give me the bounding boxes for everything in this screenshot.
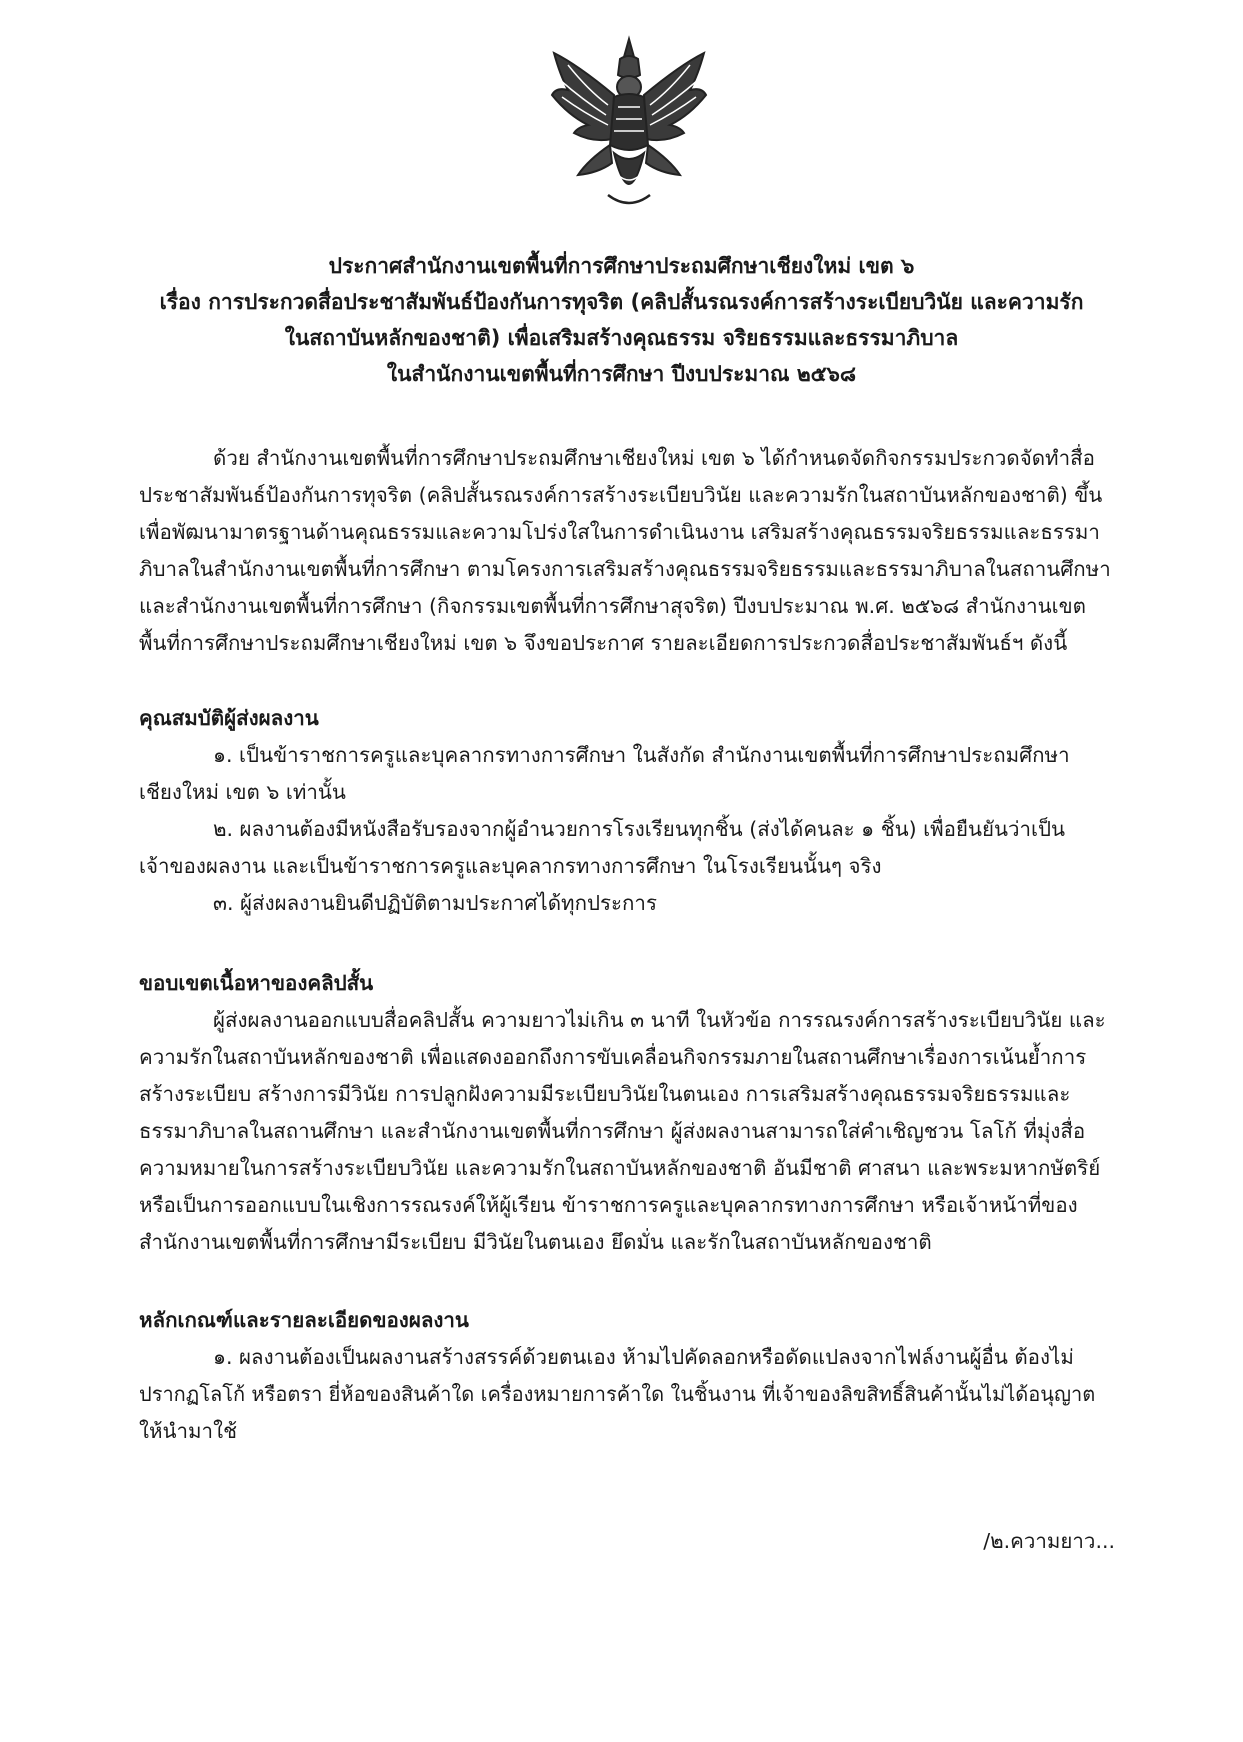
section-scope	[139, 965, 1111, 1261]
paragraph-line: ประชาสัมพันธ์ป้องกันการทุจริต (คลิปสั้นรณรงค์การสร้างระเบียบวินัย และความรักในสถาบันหลักของชาติ) ขึ้น	[139, 483, 1103, 507]
title-line: เรื่อง การประกวดสื่อประชาสัมพันธ์ป้องกันการทุจริต (คลิปสั้นรณรงค์การสร้างระเบียบวินัย และความรัก	[159, 290, 1084, 314]
list-item: ๑. ผลงานต้องเป็นผลงานสร้างสรรค์ด้วยตนเอง ห้ามไปคัดลอกหรือดัดแปลงจากไฟล์งานผู้อื่น ต้องไม่	[213, 1345, 1074, 1369]
title-line: ในสถาบันหลักของชาติ) เพื่อเสริมสร้างคุณธรรม จริยธรรมและธรรมาภิบาล	[284, 326, 959, 350]
list-item-continuation: ปรากฏโลโก้ หรือตรา ยี่ห้อของสินค้าใด เครื่องหมายการค้าใด ในชิ้นงาน ที่เจ้าของลิขสิทธิ์สินค้านั้นไม่ได้อนุญาต	[139, 1382, 1096, 1406]
section-heading: คุณสมบัติผู้ส่งผลงาน	[139, 706, 319, 730]
paragraph-line: สร้างระเบียบ สร้างการมีวินัย การปลูกฝังความมีระเบียบวินัยในตนเอง การเสริมสร้างคุณธรรมจริยธรรมและ	[139, 1082, 1071, 1106]
paragraph-line: ความหมายในการสร้างระเบียบวินัย และความรักในสถาบันหลักของชาติ อันมีชาติ ศาสนา และพระมหากษัตริย์	[139, 1156, 1101, 1180]
paragraph-line: ธรรมาภิบาลในสถานศึกษา และสำนักงานเขตพื้นที่การศึกษา ผู้ส่งผลงานสามารถใส่คำเชิญชวน โลโก้ ที่มุ่งสื่อ	[139, 1119, 1086, 1143]
paragraph-line: ภิบาลในสำนักงานเขตพื้นที่การศึกษา ตามโครงการเสริมสร้างคุณธรรมจริยธรรมและธรรมาภิบาลในสถานศึกษา	[139, 557, 1111, 581]
paragraph-line: ผู้ส่งผลงานออกแบบสื่อคลิปสั้น ความยาวไม่เกิน ๓ นาที ในหัวข้อ การรณรงค์การสร้างระเบียบวินัย และ	[213, 1008, 1106, 1032]
list-item-continuation: เชียงใหม่ เขต ๖ เท่านั้น	[139, 780, 346, 804]
paragraph-line: ความรักในสถาบันหลักของชาติ เพื่อแสดงออกถึงการขับเคลื่อนกิจกรรมภายในสถานศึกษาเรื่องการเน้นย้ำการ	[139, 1045, 1087, 1069]
intro-paragraph	[139, 440, 1111, 662]
list-item-continuation: ให้นำมาใช้	[139, 1419, 237, 1443]
page-continuation: /๒.ความยาว...	[983, 1529, 1115, 1553]
list-item: ๒. ผลงานต้องมีหนังสือรับรองจากผู้อำนวยการโรงเรียนทุกชิ้น (ส่งได้คนละ ๑ ชิ้น) เพื่อยืนยันว่าเป็น	[213, 817, 1066, 841]
paragraph-line: สำนักงานเขตพื้นที่การศึกษามีระเบียบ มีวินัยในตนเอง ยึดมั่น และรักในสถาบันหลักของชาติ	[139, 1230, 932, 1254]
section-heading: หลักเกณฑ์และรายละเอียดของผลงาน	[139, 1308, 469, 1332]
paragraph-line: และสำนักงานเขตพื้นที่การศึกษา (กิจกรรมเขตพื้นที่การศึกษาสุจริต) ปีงบประมาณ พ.ศ. ๒๕๖๘ สำนักงานเขต	[139, 594, 1086, 618]
announcement-title	[120, 248, 1123, 392]
paragraph-line: หรือเป็นการออกแบบในเชิงการรณรงค์ให้ผู้เรียน ข้าราชการครูและบุคลากรทางการศึกษา หรือเจ้าหน้าที่ของ	[139, 1193, 1078, 1217]
garuda-emblem-icon	[548, 35, 710, 215]
title-line: ประกาศสำนักงานเขตพื้นที่การศึกษาประถมศึกษาเชียงใหม่ เขต ๖	[328, 254, 915, 278]
paragraph-line: ด้วย สำนักงานเขตพื้นที่การศึกษาประถมศึกษาเชียงใหม่ เขต ๖ ได้กำหนดจัดกิจกรรมประกวดจัดทำสื่อ	[213, 446, 1095, 470]
section-criteria	[139, 1302, 1111, 1450]
paragraph-line: เพื่อพัฒนามาตรฐานด้านคุณธรรมและความโปร่งใสในการดำเนินงาน เสริมสร้างคุณธรรมจริยธรรมและธรรมา	[139, 520, 1100, 544]
list-item: ๑. เป็นข้าราชการครูและบุคลากรทางการศึกษา ในสังกัด สำนักงานเขตพื้นที่การศึกษาประถมศึกษา	[213, 743, 1070, 767]
section-heading: ขอบเขตเนื้อหาของคลิปสั้น	[139, 971, 374, 995]
paragraph-line: พื้นที่การศึกษาประถมศึกษาเชียงใหม่ เขต ๖ จึงขอประกาศ รายละเอียดการประกวดสื่อประชาสัมพันธ์ฯ ดังนี้	[139, 631, 1068, 655]
title-line: ในสำนักงานเขตพื้นที่การศึกษา ปีงบประมาณ ๒๕๖๘	[386, 362, 857, 386]
list-item: ๓. ผู้ส่งผลงานยินดีปฏิบัติตามประกาศได้ทุกประการ	[213, 891, 657, 915]
section-qualifications	[139, 700, 1111, 922]
list-item-continuation: เจ้าของผลงาน และเป็นข้าราชการครูและบุคลากรทางการศึกษา ในโรงเรียนนั้นๆ จริง	[139, 854, 882, 878]
